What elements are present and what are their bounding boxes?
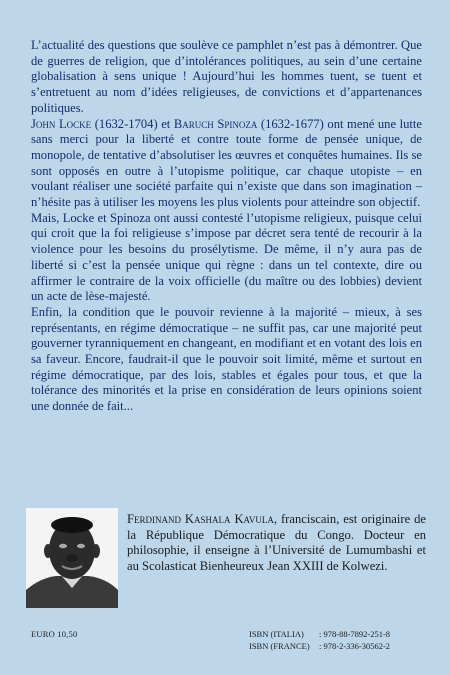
summary-paragraph-2-rest: (1632-1677) ont mené une lutte sans merci pour la liberté et contre toute forme de pensée unique, de monopole, de tentative d’absolutiser les œuvres et conquêtes humaines. Ils se sont opposés en outre à l’utopisme politique, car chaque utopiste – en voulant réaliser une société parfaite qui n’existe que dans son imagination – n’hésite pas à utiliser les moyens les plus violents pour atteindre son objectif. xyxy=(31,116,422,210)
price-label: EURO 10,50 xyxy=(31,629,78,639)
author-portrait-image xyxy=(26,508,118,608)
author-photo xyxy=(26,508,118,608)
isbn-france-row xyxy=(249,641,390,653)
author-full-name: Ferdinand Kashala Kavula xyxy=(127,512,274,526)
isbn-italia-value: : 978-88-7892-251-8 xyxy=(319,629,391,639)
summary-paragraph-1: L’actualité des questions que soulève ce pamphlet n’est pas à démontrer. Que de guerres de religion, que d’intolérances politiques, au sein d’une certaine globalisation à sens unique ! Aujourd’hui les hommes tuent, se tuent et s’entretuent au nom d’idées religieuses, de convictions et d’appartenances politiques. xyxy=(31,38,422,115)
author-bio xyxy=(127,512,426,574)
summary-paragraph-3: Mais, Locke et Spinoza ont aussi contesté l’utopisme religieux, puisque celui qui croit que la foi religieuse s’impose par décret sera tenté de recourir à la violence pour les besoins du prosélytisme. De même, il n’y aura pas de liberté si c’est la pensée unique qui règne : dans un tel contexte, dire ou affirmer le contraire de la voix officielle (du maître ou des lobbies) devient un acte de lèse-majesté. xyxy=(31,210,422,304)
author-bio-text: , franciscain, est originaire de la République Démocratique du Congo. Docteur en philosophie, il enseigne à l’Université de Lumumbashi et au Scolasticat Bienheureux Jean XXIII de Kolwezi. xyxy=(127,512,426,573)
author-section xyxy=(26,508,426,618)
summary-paragraph-4: Enfin, la condition que le pouvoir revienne à la majorité – mieux, à ses représentants, en régime démocratique – ne suffit pas, car une majorité peut gouverner tyranniquement en changeant, en modifiant et en votant des lois en sa faveur. Encore, faudrait-il que le pouvoir soit limité, même et surtout en régime démocratique, par des lois, stables et égales pour tous, et que la tolérance des minorités et la prise en considération de leurs opinions soient une donnée de fait... xyxy=(31,304,422,414)
author-name-locke: John Locke xyxy=(31,116,92,131)
isbn-france-label: ISBN (FRANCE) xyxy=(249,640,310,651)
locke-dates: (1632-1704) et xyxy=(91,116,174,131)
isbn-france-value: : 978-2-336-30562-2 xyxy=(319,640,391,651)
isbn-italia-row xyxy=(249,629,390,641)
summary-paragraph-2 xyxy=(31,117,422,211)
author-name-spinoza: Baruch Spinoza xyxy=(173,116,258,131)
isbn-italia-label: ISBN (ITALIA) xyxy=(249,629,304,639)
back-cover-summary xyxy=(31,38,422,415)
isbn-block xyxy=(249,629,390,652)
